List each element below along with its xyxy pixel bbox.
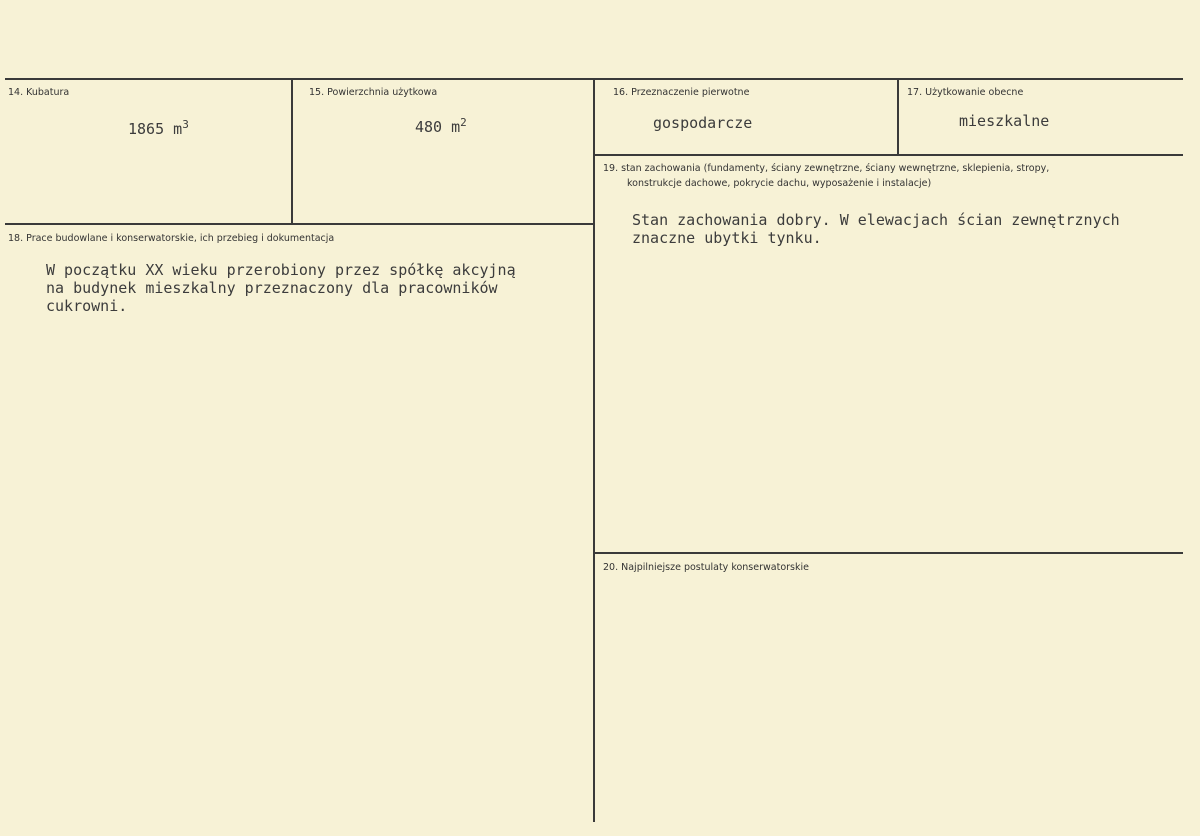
divider-14-15: [291, 80, 293, 225]
field-17-label: 17. Użytkowanie obecne: [907, 87, 1024, 98]
rule-under-16-17: [595, 154, 1183, 156]
kubatura-number: 1865: [128, 120, 165, 138]
field-15-value: [415, 116, 467, 136]
field-19-label-line-1: 19. stan zachowania (fundamenty, ściany zewnętrzne, ściany wewnętrzne, sklepienia, stropy,: [603, 163, 1050, 174]
field-20-label: 20. Najpilniejsze postulaty konserwatorskie: [603, 562, 809, 573]
field-18-label: 18. Prace budowlane i konserwatorskie, ich przebieg i dokumentacja: [8, 233, 335, 244]
center-divider: [593, 80, 595, 822]
field-17-value: mieszkalne: [959, 112, 1050, 130]
divider-16-17: [897, 80, 899, 156]
field-14-value: [128, 118, 189, 138]
field-14-label: 14. Kubatura: [8, 87, 70, 98]
kubatura-exponent: 3: [182, 118, 189, 131]
kubatura-unit: m: [173, 120, 183, 138]
rule-above-20: [595, 552, 1183, 554]
field-18-line-3: cukrowni.: [46, 297, 128, 315]
field-18-line-2: na budynek mieszkalny przeznaczony dla pracowników: [46, 279, 498, 297]
field-16-value: gospodarcze: [653, 114, 753, 132]
field-16-label: 16. Przeznaczenie pierwotne: [613, 87, 750, 98]
field-19-line-2: znaczne ubytki tynku.: [632, 229, 822, 247]
field-18-line-1: W początku XX wieku przerobiony przez spółkę akcyjną: [46, 261, 516, 279]
area-number: 480: [415, 118, 443, 136]
rule-under-14-15: [5, 223, 593, 225]
area-unit: m: [451, 118, 461, 136]
field-19-label-line-2: konstrukcje dachowe, pokrycie dachu, wyposażenie i instalacje): [627, 178, 932, 189]
field-15-label: 15. Powierzchnia użytkowa: [309, 87, 438, 98]
area-exponent: 2: [460, 116, 467, 129]
field-19-line-1: Stan zachowania dobry. W elewacjach ścian zewnętrznych: [632, 211, 1120, 229]
